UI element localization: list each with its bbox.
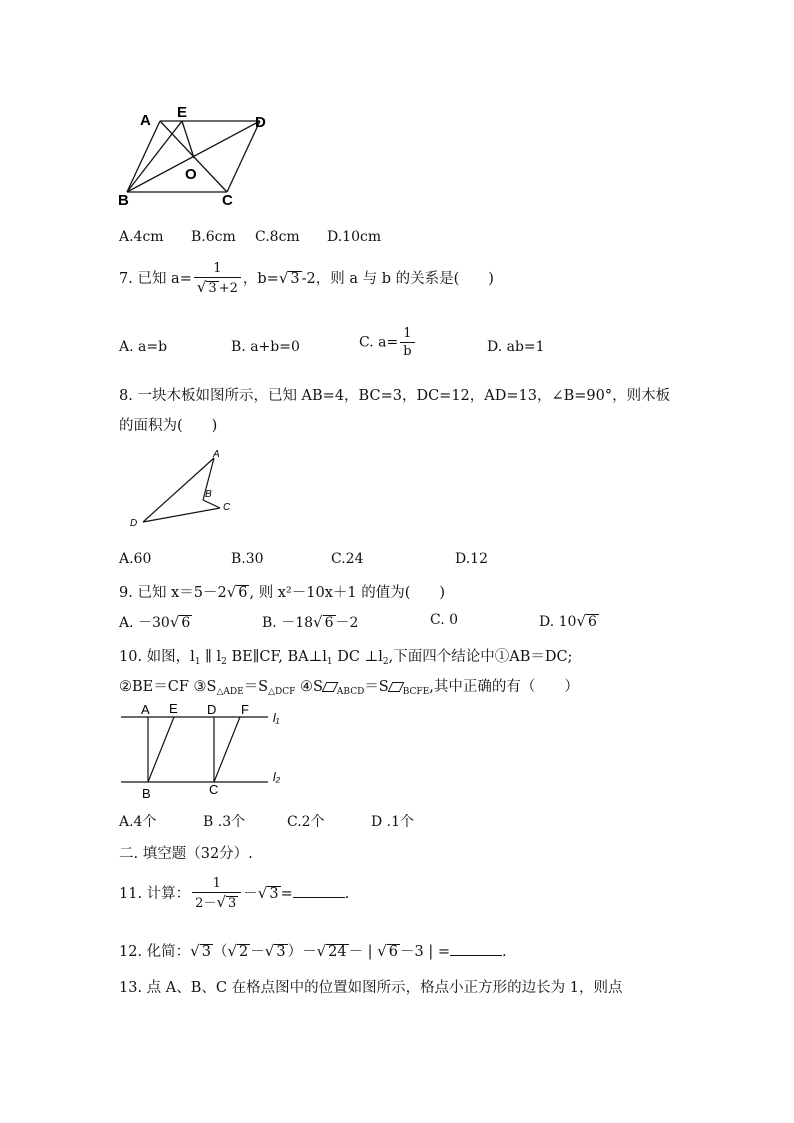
question-7: 7. 已知 a= $\frac{1}{√ 3 +2}$ ，b=√ 3 -2，则 a 与 b 的关系是( ) — [119, 261, 494, 296]
question-12: 12. 化简：√ 3 （√ 2 －√ 3 ）－√ 24 － | √ 6 －3 | = . — [119, 942, 507, 960]
q11-den-rad: 3 — [228, 896, 237, 911]
section-heading: 二. 填空题（32分）. — [119, 846, 253, 862]
label-A: A — [141, 702, 150, 717]
label-D: D — [207, 702, 217, 717]
answer-blank[interactable] — [450, 943, 502, 956]
q10-l2-d: ＝S — [364, 679, 389, 695]
q7-b-rad: 3 — [290, 271, 300, 288]
q6-option-d: D.10cm — [327, 229, 382, 245]
q10-option-a: A.4个 — [119, 814, 157, 830]
q8-option-a: A.60 — [119, 551, 152, 567]
q11-prefix: 11. 计算： — [119, 886, 191, 903]
question-10-line2 — [119, 675, 579, 697]
q12-minus: － — [250, 944, 265, 960]
q12-r3: 3 — [276, 944, 286, 960]
q7-frac-num: 1 — [213, 261, 222, 276]
q6-option-c: C.8cm — [255, 229, 300, 245]
question-8-line1: 8. 一块木板如图所示，已知 AB=4，BC=3，DC=12，AD=13，∠B=90°，则木板 — [119, 388, 671, 404]
q10-l1-b: ∥ l — [200, 649, 222, 665]
label-C: C — [209, 782, 219, 797]
q10-option-c: C.2个 — [287, 814, 325, 830]
label-l1: l₁ — [273, 711, 280, 725]
q10-l2-b: ＝S — [243, 679, 269, 695]
q10-sub4: 2 — [382, 657, 389, 667]
q11-fraction: $\frac{1}{2-√ 3}$ — [192, 877, 241, 911]
q10-l1-e: ,下面四个结论中①AB＝DC; — [388, 649, 573, 665]
q7-frac-den-rad: 3 — [208, 281, 217, 296]
label-A: A — [140, 112, 151, 129]
label-C: C — [222, 192, 233, 209]
q7-fraction: $\frac{1}{√ 3 +2}$ — [194, 262, 241, 296]
q10-sub1: 1 — [194, 657, 201, 667]
label-D: D — [255, 114, 266, 131]
q7-frac-den-tail: +2 — [218, 281, 238, 296]
label-l2: l₂ — [273, 770, 281, 784]
q10-l2-c: ④S — [295, 679, 323, 695]
q12-r2: 2 — [239, 944, 249, 960]
q7-option-a: A. a=b — [119, 339, 168, 355]
q9-option-b-tail: －2 — [335, 615, 359, 631]
q12-close: ） — [287, 944, 303, 960]
q9-option-a-prefix: A. －30 — [119, 615, 170, 631]
q12-r1: 3 — [201, 944, 211, 960]
q10-option-d: D .1个 — [371, 814, 415, 830]
q12-bar: － | — [348, 944, 378, 960]
label-B: B — [142, 786, 151, 801]
q10-l2-a: ②BE＝CF ③S — [119, 679, 217, 695]
label-B: B — [118, 192, 129, 209]
question-9: 9. 已知 x＝5－2√ 6 , 则 x²－10x＋1 的值为( ) — [119, 583, 446, 601]
q9-option-a: A. －30√ 6 — [119, 613, 191, 631]
label-B: B — [205, 489, 212, 500]
question-8-line2: 的面积为( ) — [119, 418, 218, 434]
q10-sub-abcd: ABCD — [336, 687, 365, 697]
q9-option-b-prefix: B. －18 — [262, 615, 314, 631]
q9-option-d-prefix: D. 10 — [539, 614, 577, 630]
label-C: C — [223, 502, 231, 513]
q9-rad: 6 — [238, 585, 248, 601]
q6-option-a: A.4cm — [119, 229, 164, 245]
q7-option-d: D. ab=1 — [487, 339, 545, 355]
q7-option-c-num: 1 — [403, 326, 412, 341]
question-13: 13. 点 A、B、C 在格点图中的位置如图所示，格点小正方形的边长为 1，则点 — [119, 980, 623, 996]
q9-option-b: B. －18√ 6 －2 — [262, 613, 359, 631]
quadrilateral-figure — [125, 446, 240, 531]
q10-sub-bcfe: BCFE — [402, 687, 430, 697]
q10-sub-ade: △ADE — [216, 687, 244, 697]
q7-option-c-den: b — [400, 342, 414, 358]
q8-option-b: B.30 — [231, 551, 264, 567]
parallelogram-figure — [112, 100, 282, 212]
q7-mid: ，b= — [242, 271, 279, 288]
label-O: O — [185, 166, 197, 183]
q12-tail: －3 | = — [399, 944, 450, 960]
q11-num: 1 — [212, 876, 221, 891]
q12-r5: 6 — [388, 944, 398, 960]
question-11: 11. 计算： $\frac{1}{2-√ 3}$ －√ 3 = . — [119, 876, 350, 911]
q12-prefix: 12. 化简： — [119, 944, 191, 960]
q7-b-tail: -2，则 a 与 b 的关系是( ) — [301, 271, 494, 288]
q10-sub2: 2 — [221, 657, 227, 667]
q11-minus: － — [243, 886, 258, 903]
parallelogram-icon — [387, 682, 404, 692]
q11-end: . — [344, 886, 350, 903]
q10-sub-dcf: △DCF — [268, 687, 296, 697]
q7-prefix: 7. 已知 a= — [119, 271, 192, 288]
q12-r4: 24 — [328, 944, 347, 960]
q11-tail: = — [280, 886, 293, 903]
q7-option-c — [359, 327, 417, 358]
parallel-lines-figure — [116, 700, 291, 802]
label-D: D — [130, 518, 138, 529]
label-E: E — [177, 104, 188, 121]
q9-option-b-rad: 6 — [324, 615, 334, 631]
q7-option-c-prefix: C. a= — [359, 334, 399, 351]
q10-l1-c: BE∥CF, BA⊥l — [226, 649, 327, 665]
q9-prefix: 9. 已知 x＝5－2 — [119, 585, 227, 601]
label-F: F — [241, 702, 249, 717]
q11-rad: 3 — [269, 886, 279, 903]
q9-option-c: C. 0 — [430, 612, 459, 628]
q12-end: . — [501, 944, 507, 960]
q10-option-b: B .3个 — [203, 814, 246, 830]
q9-option-a-rad: 6 — [181, 615, 191, 631]
q10-l1-a: 10. 如图，l — [119, 649, 195, 665]
q8-option-d: D.12 — [455, 551, 488, 567]
parallelogram-icon — [322, 682, 339, 692]
q8-option-c: C.24 — [331, 551, 364, 567]
q12-minus2: － — [302, 944, 317, 960]
q10-l2-e: ,其中正确的有（ ） — [429, 679, 579, 695]
q9-option-d: D. 10√ 6 — [539, 612, 597, 630]
q10-l1-d: DC ⊥l — [332, 649, 383, 665]
label-E: E — [169, 701, 178, 716]
q7-option-b: B. a+b=0 — [231, 339, 300, 355]
q10-sub3: 1 — [326, 657, 333, 667]
label-A: A — [213, 449, 220, 460]
question-10-line1 — [119, 645, 572, 667]
q6-option-b: B.6cm — [191, 229, 236, 245]
q12-open: （ — [212, 944, 228, 960]
q9-tail: , 则 x²－10x＋1 的值为( ) — [249, 585, 446, 601]
q9-option-d-rad: 6 — [588, 614, 597, 630]
answer-blank[interactable] — [293, 885, 345, 898]
q11-den-a: 2－ — [195, 896, 217, 911]
